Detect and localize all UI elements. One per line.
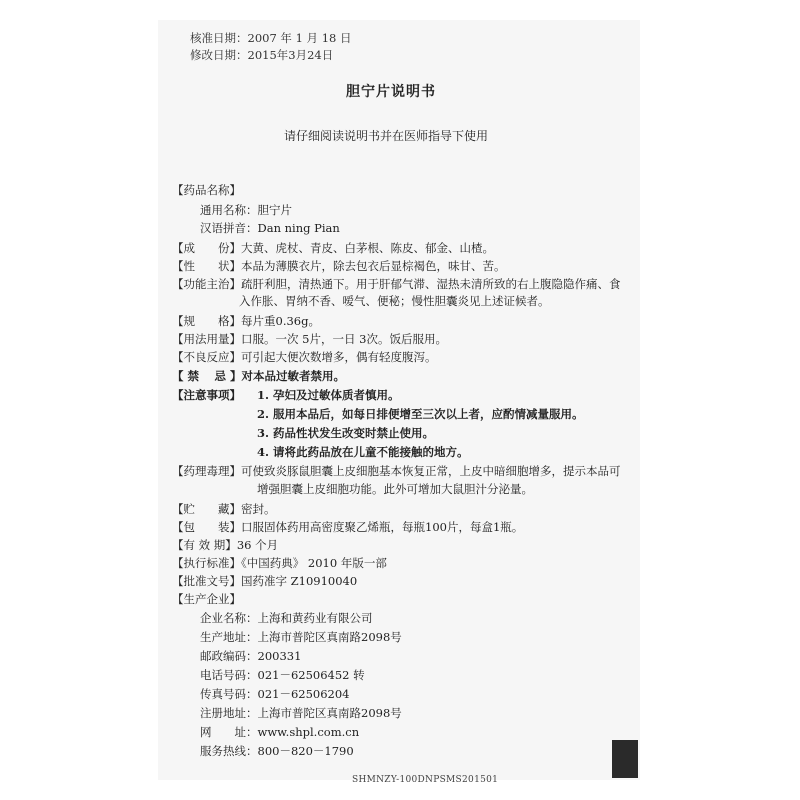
package-value: 口服固体药用高密度聚乙烯瓶，每瓶100片，每盒1瓶。	[241, 520, 524, 534]
ingredients-label: 【成 份】	[172, 241, 241, 255]
generic-name-value: 胆宁片	[257, 203, 292, 217]
manufacturer-row	[200, 629, 402, 645]
generic-name-label: 通用名称：	[200, 203, 258, 217]
pinyin-label: 汉语拼音：	[200, 221, 258, 235]
contraindications-value: 对本品过敏者禁用。	[241, 369, 346, 383]
contraindications-row	[172, 368, 345, 384]
precaution-item-3: 3. 药品性状发生改变时禁止使用。	[257, 426, 435, 440]
usage-notice: 请仔细阅读说明书并在医师指导下使用	[284, 129, 489, 143]
package-row	[172, 519, 523, 535]
pharmacology-line-2: 增强胆囊上皮细胞功能。此外可增加大鼠胆汁分泌量。	[257, 482, 533, 496]
standard-value: 《中国药典》 2010 年版一部	[241, 556, 387, 570]
contraindications-label: 【 禁 忌 】	[172, 369, 242, 383]
approval-number-value: 国药准字 Z10910040	[241, 574, 358, 588]
pharmacology-line-1: 可使致炎豚鼠胆囊上皮细胞基本恢复正常，上皮中暗细胞增多，提示本品可	[241, 464, 621, 478]
pinyin-row	[200, 220, 340, 236]
manufacturer-row-label: 服务热线：	[200, 744, 258, 758]
properties-value: 本品为薄膜衣片，除去包衣后显棕褐色，味甘、苦。	[241, 259, 506, 273]
drug-name-heading: 【药品名称】	[172, 183, 241, 197]
pharmacology-label: 【药理毒理】	[172, 464, 241, 478]
document-title: 胆宁片说明书	[346, 84, 436, 100]
specification-label: 【规 格】	[172, 314, 241, 328]
manufacturer-row-value: 200331	[257, 649, 302, 663]
manufacturer-row-value: www.shpl.com.cn	[257, 725, 360, 739]
precaution-item-2: 2. 服用本品后，如每日排便增至三次以上者，应酌情减量服用。	[257, 407, 584, 421]
dosage-label: 【用法用量】	[172, 332, 241, 346]
dosage-row	[172, 331, 447, 347]
pinyin-value: Dan ning Pian	[257, 221, 340, 235]
specification-value: 每片重0.36g。	[241, 314, 320, 328]
precaution-item-1: 1. 孕妇及过敏体质者慎用。	[257, 388, 400, 402]
manufacturer-row	[200, 705, 402, 721]
indications-line-1: 疏肝利胆，清热通下。用于肝郁气滞、湿热未清所致的右上腹隐隐作痛、食	[241, 277, 621, 291]
validity-row	[172, 537, 278, 553]
manufacturer-row	[200, 724, 359, 740]
properties-label: 【性 状】	[172, 259, 241, 273]
validity-value: 36 个月	[236, 538, 279, 552]
manufacturer-row-label: 电话号码：	[200, 668, 258, 682]
paper-fold-shadow	[612, 740, 638, 778]
manufacturer-row	[200, 648, 301, 664]
precaution-item-4: 4. 请将此药品放在儿童不能接触的地方。	[257, 445, 469, 459]
adverse-value: 可引起大便次数增多，偶有轻度腹泻。	[241, 350, 437, 364]
properties-row	[172, 258, 506, 274]
manufacturer-row-label: 注册地址：	[200, 706, 258, 720]
storage-value: 密封。	[241, 502, 276, 516]
manufacturer-heading: 【生产企业】	[172, 592, 241, 606]
storage-row	[172, 501, 276, 517]
indications-label: 【功能主治】	[172, 277, 241, 291]
manufacturer-row-value: 800－820－1790	[257, 744, 354, 758]
precautions-heading: 【注意事项】	[172, 388, 241, 402]
manufacturer-row-value: 上海和黄药业有限公司	[257, 611, 373, 625]
manufacturer-row-label: 邮政编码：	[200, 649, 258, 663]
manufacturer-row-label: 传真号码：	[200, 687, 258, 701]
adverse-label: 【不良反应】	[172, 350, 241, 364]
specification-row	[172, 313, 320, 329]
manufacturer-row-label: 网 址：	[200, 725, 258, 739]
ingredients-value: 大黄、虎杖、青皮、白茅根、陈皮、郁金、山楂。	[241, 241, 494, 255]
indications-row	[172, 276, 621, 292]
manufacturer-row-value: 021－62506452 转	[257, 668, 365, 682]
approval-number-row	[172, 573, 357, 589]
approval-number-label: 【批准文号】	[172, 574, 241, 588]
revision-date: 修改日期：2015年3月24日	[190, 48, 334, 62]
manufacturer-row	[200, 686, 349, 702]
print-code: SHMNZY-100DNPSMS201501	[352, 775, 499, 785]
approval-date: 核准日期：2007 年 1 月 18 日	[190, 31, 352, 45]
manufacturer-row	[200, 610, 373, 626]
ingredients-row	[172, 240, 494, 256]
storage-label: 【贮 藏】	[172, 502, 241, 516]
validity-label: 【有 效 期】	[172, 538, 237, 552]
manufacturer-row-value: 上海市普陀区真南路2098号	[257, 706, 402, 720]
indications-line-2: 入作胀、胃纳不香、嗳气、便秘；慢性胆囊炎见上述证候者。	[239, 294, 550, 308]
manufacturer-row-value: 上海市普陀区真南路2098号	[257, 630, 402, 644]
manufacturer-row-label: 生产地址：	[200, 630, 258, 644]
manufacturer-row-value: 021－62506204	[257, 687, 350, 701]
generic-name-row	[200, 202, 292, 218]
standard-row	[172, 555, 387, 571]
manufacturer-row-label: 企业名称：	[200, 611, 258, 625]
adverse-reactions-row	[172, 349, 437, 365]
pharmacology-row	[172, 463, 621, 479]
manufacturer-row	[200, 743, 354, 759]
standard-label: 【执行标准】	[172, 556, 241, 570]
manufacturer-row	[200, 667, 365, 683]
dosage-value: 口服。一次 5片，一日 3次。饭后服用。	[241, 332, 447, 346]
package-label: 【包 装】	[172, 520, 241, 534]
